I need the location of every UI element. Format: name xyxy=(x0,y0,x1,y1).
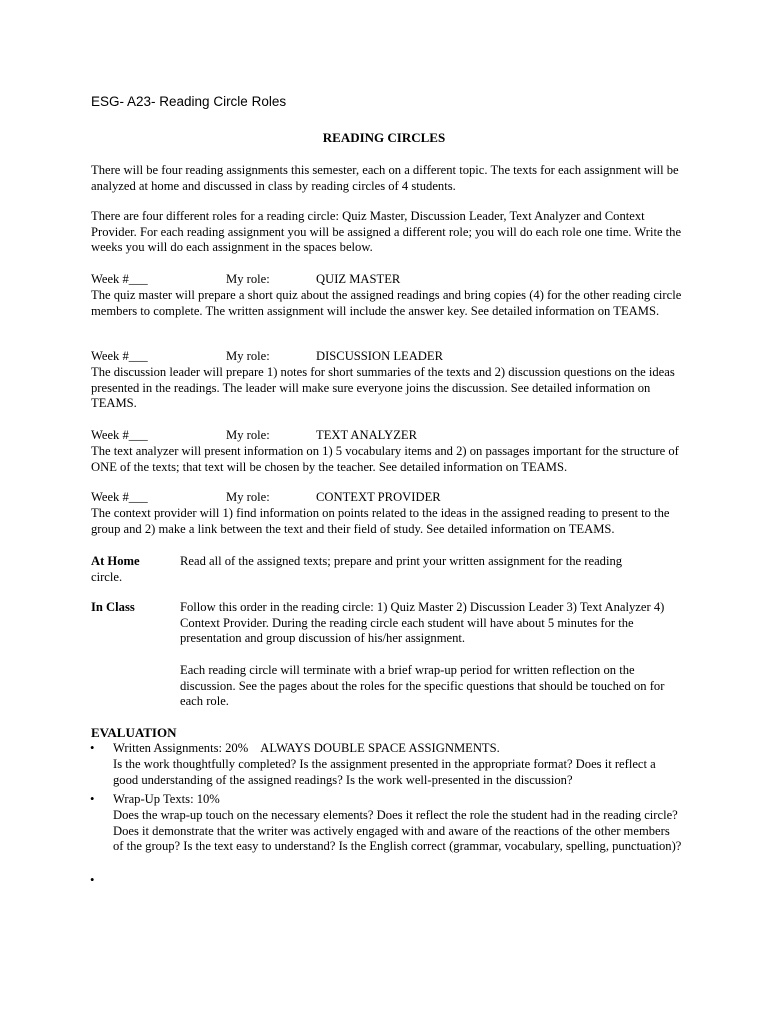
intro-paragraph-1: There will be four reading assignments this semester, each on a different topic. The texts for each assignment will be analyzed at home and discussed in class by reading circles of 4 students. xyxy=(91,163,679,193)
at-home-text: Read all of the assigned texts; prepare and print your written assignment for the reading xyxy=(180,554,623,568)
role-description-context-provider: The context provider will 1) find information on points related to the ideas in the assigned reading to present to the group and 2) make a link between the text and their field of study. See detailed information on TEAMS. xyxy=(91,506,670,536)
role-name: QUIZ MASTER xyxy=(316,272,401,286)
role-description-discussion-leader: The discussion leader will prepare 1) notes for short summaries of the texts and 2) discussion questions on the ideas presented in the readings. The leader will make sure everyone joins the discussion. See detailed information on TEAMS. xyxy=(91,365,675,410)
week-label: Week #___ xyxy=(91,272,148,286)
evaluation-item-wrapup: Wrap-Up Texts: 10% xyxy=(113,792,220,806)
role-name: DISCUSSION LEADER xyxy=(316,349,443,363)
page-title: READING CIRCLES xyxy=(322,130,446,145)
role-description-quiz-master: The quiz master will prepare a short quiz about the assigned readings and bring copies (4) for the other reading circle members to complete. The written assignment will include the answer key. See detailed information on TEAMS. xyxy=(91,288,682,318)
role-name: CONTEXT PROVIDER xyxy=(316,490,441,504)
intro-paragraph-2: There are four different roles for a reading circle: Quiz Master, Discussion Leader, Text Analyzer and Context Provider. For each reading assignment you will be assigned a different role; you will do each role one time. Write the weeks you will do each assignment in the spaces below. xyxy=(91,209,682,254)
bullet-icon: • xyxy=(90,873,95,887)
role-line-discussion-leader xyxy=(91,349,687,365)
at-home-text-continued: circle. xyxy=(91,570,123,584)
role-line-quiz-master xyxy=(91,272,687,288)
evaluation-item-written xyxy=(113,741,683,757)
in-class-text-1: Follow this order in the reading circle: 1) Quiz Master 2) Discussion Leader 3) Text Analyzer 4) Context Provider. During the reading circle each student will have about 5 minutes for the presentation and group discussion of his/her assignment. xyxy=(180,600,665,645)
role-label: My role: xyxy=(226,349,270,363)
role-description-text-analyzer: The text analyzer will present information on 1) 5 vocabulary items and 2) on passages important for the structure of ONE of the texts; that text will be chosen by the teacher. See detailed information on TEAMS. xyxy=(91,444,679,474)
bullet-icon: • xyxy=(90,792,95,806)
evaluation-item-wrapup-description: Does the wrap-up touch on the necessary elements? Does it reflect the role the student had in the reading circle? Does it demonstrate that the writer was actively engaged with and aware of the reactions of the other members of the group? Is the text easy to understand? Is the English correct (grammar, vocabulary, spelling, punctuation)? xyxy=(113,808,682,853)
role-line-context-provider xyxy=(91,490,687,506)
at-home-label: At Home xyxy=(91,554,140,568)
role-label: My role: xyxy=(226,490,270,504)
role-label: My role: xyxy=(226,272,270,286)
evaluation-item-written-description: Is the work thoughtfully completed? Is the assignment presented in the appropriate format? Does it reflect a good understanding of the assigned readings? Is the work well-presented in the discussion? xyxy=(113,757,656,787)
week-label: Week #___ xyxy=(91,490,148,504)
week-label: Week #___ xyxy=(91,428,148,442)
in-class-label: In Class xyxy=(91,600,135,614)
role-line-text-analyzer xyxy=(91,428,687,444)
bullet-icon: • xyxy=(90,741,95,755)
evaluation-item-note: ALWAYS DOUBLE SPACE ASSIGNMENTS. xyxy=(260,741,500,755)
role-name: TEXT ANALYZER xyxy=(316,428,417,442)
week-label: Week #___ xyxy=(91,349,148,363)
in-class-text-2: Each reading circle will terminate with a brief wrap-up period for written reflection on the discussion. See the pages about the roles for the specific questions that should be touched on for each role. xyxy=(180,663,665,708)
document-header: ESG- A23- Reading Circle Roles xyxy=(91,94,287,109)
role-label: My role: xyxy=(226,428,270,442)
evaluation-item-label: Written Assignments: 20% xyxy=(113,741,249,755)
evaluation-heading: EVALUATION xyxy=(91,725,177,740)
